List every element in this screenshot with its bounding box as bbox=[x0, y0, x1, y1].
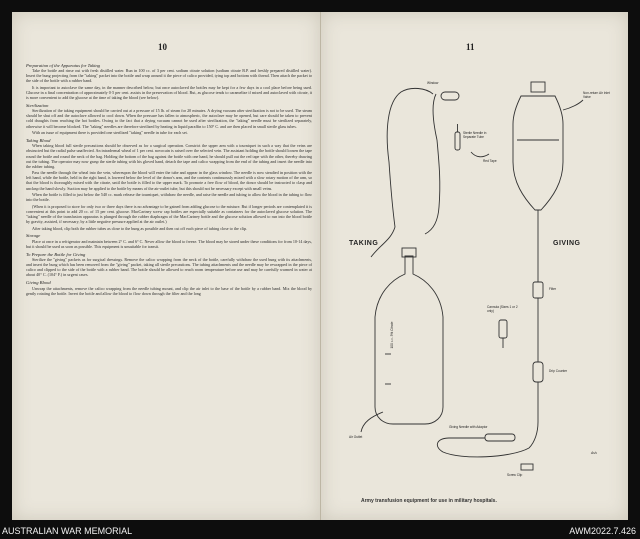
giving-bottle-cap bbox=[531, 82, 545, 92]
label-filter: Filter bbox=[549, 287, 557, 291]
taking-tube bbox=[387, 88, 433, 227]
label-taking: TAKING bbox=[349, 240, 379, 247]
paragraph: When the bottle is filled to just below the 540 cc. mark release the tourniquet, withdraw the needle, and raise the needle and tubing to allow the blood in the tubing to flow into the bottle. bbox=[26, 192, 312, 203]
label-citrate: 100 c.c. 3% Citrate bbox=[390, 321, 394, 349]
section-heading: Giving Blood bbox=[26, 280, 51, 286]
drip-counter-icon bbox=[533, 362, 543, 382]
left-page bbox=[12, 12, 321, 520]
transfusion-diagram bbox=[321, 12, 628, 520]
label-window: Window bbox=[427, 81, 439, 85]
footer-left: AUSTRALIAN WAR MEMORIAL bbox=[2, 526, 133, 536]
section-heading: Sterilization bbox=[26, 102, 49, 108]
label-cannula: Cannula (Sizes 1 or 2 only) bbox=[487, 305, 518, 313]
right-page bbox=[321, 12, 628, 520]
paragraph: Pass the needle through the wheal into the vein, whereupon the blood will enter the tube and appear in the glass window. The needle is now steadied in position with the left hand, while the bottle, held in the right hand, is lowered below the level of the donor's arm, and the contents continuously mixed with a slow rotary motion of the arm, so that the blood is thoroughly mixed with the citrate, until the bottle is filled to the upper mark. To promote a free flow of blood, the donor should be instructed to clasp and unclasp the hand slowly. Suction may be applied to the bottle by means of the air-outlet tube, but this should not be necessary except with small veins. bbox=[26, 170, 312, 191]
cannula-icon bbox=[499, 320, 507, 338]
label-air-inlet-valve: Non-return Air Inlet Valve bbox=[583, 91, 610, 99]
label-giving-needle: Giving Needle with Adaptor bbox=[449, 425, 488, 429]
window-icon bbox=[441, 92, 459, 100]
paragraph: After taking blood, clip both the rubber tubes as close to the bung as possible and then cut off each piece of tubing close to the clip. bbox=[32, 225, 248, 231]
label-giving: GIVING bbox=[553, 240, 581, 247]
label-drip-counter: Drip Counter bbox=[549, 369, 568, 373]
label-air-outlet: Air Outlet bbox=[349, 435, 363, 439]
section-heading: Storage bbox=[26, 233, 41, 239]
screw-clip-icon bbox=[521, 464, 533, 470]
paragraph: (When it is proposed to store for only two or three days there is no advantage to be gained from adding glucose to the mixture. But if longer periods are contemplated it is convenient at this point to add 20 cc. of 15 per cent. glucose. MacCartney screw cap bottles are especially suitable as containers for the autoclaved glucose solution. The "taking" needle of the transfusion apparatus is plunged through the rubber diaphragm of the MacCartney bottle and the glucose solution allowed to run into the blood bottle by gravity, assisted, if necessary, by a little negative pressure applied at the air outlet.) bbox=[26, 203, 312, 225]
footer-right: AWM2022.7.426 bbox=[569, 526, 636, 536]
section-heading: Preparation of the Apparatus for Taking bbox=[26, 62, 100, 68]
label-sterile-needle: Sterile Needle in Separate Tube bbox=[463, 131, 487, 139]
sterile-needle-icon bbox=[455, 132, 460, 150]
page-number-right: 11 bbox=[466, 42, 475, 52]
giving-needle-tube bbox=[437, 438, 529, 457]
label-red-tape: Red Tape bbox=[483, 159, 497, 163]
figure-caption: Army transfusion equipment for use in military hospitals. bbox=[361, 498, 497, 504]
label-author: Ash. bbox=[591, 451, 598, 455]
paragraph: Take the bottle and rinse out with fresh distilled water. Run in 100 cc. of 3 per cent. sodium citrate solution (sodium citrate B.P. and freshly prepared distilled water). Insert the bung projecting from the "taking" packet into the bottle and wrap around it the piece of calico provided, tying top and bottom with thread. Then attach the packet to the side of the bottle with a rubber band. bbox=[26, 68, 312, 84]
section-heading: Taking Blood bbox=[26, 137, 51, 143]
paragraph: It is important to autoclave the same day, in the manner described below, but once autoclaved the bottles may be kept for a few days in a cool place before being used. Glucose in a final concentration of approximately 0·5 per cent. assists in the preservation of blood. But, as glucose tends to caramelize if mixed and autoclaved with citrate, it is more convenient to add the glucose at the time of taking the blood (see below). bbox=[26, 84, 312, 101]
paragraph: When taking blood full sterile precautions should be observed as for a surgical operation. Constrict the upper arm with a tourniquet in such a way that the veins are obstructed but the radial pulse unaffected. An intradermal wheal of 1 per cent. novocain is raised over the selected vein. The assistant holding the bottle should loosen the tape round the bottle and round the neck of the bag. Holding the bottom of the bag against the bottle with one hand, he should pull out the red tape with the other, thereby drawing out the tubing. The operator may now grasp the sterile tubing with his gloved hand, detach the tape and calico wrapping from the end of the tubing and insert the needle into the rubber tubing. bbox=[26, 143, 312, 169]
paragraph: Sterilization of the taking equipment should be carried out at a pressure of 15 lb. of steam for 20 minutes. A drying vacuum after sterilization is not to be used. The steam should be shut off and the autoclave allowed to cool down. When the pressure has fallen to atmospheric, the autoclave may be opened, but care should be taken to prevent cold draughts from reaching the hot bottles. Owing to the fact that a drying vacuum cannot be used after sterilization, the "taking" needle must be sterilized separately, otherwise it will become blocked. The "taking" needles are therefore sterilized by heating in liquid paraffin to 150° C. and are then placed in small sterile glass tubes. bbox=[26, 108, 312, 129]
paragraph: With an issue of equipment there is provided one sterilized "taking" needle in tube for each set. bbox=[32, 130, 188, 136]
red-tape-icon bbox=[471, 152, 489, 157]
giving-bottle bbox=[513, 96, 563, 210]
taking-bottle bbox=[375, 256, 443, 424]
taking-tube-2 bbox=[433, 94, 437, 140]
section-heading: To Prepare the Bottle for Giving bbox=[26, 251, 86, 257]
paragraph: Unwrap the attachments, remove the calico wrapping from the needle tubing mount, and clip the air inlet to the base of the bottle by a rubber band. Mix the blood by gently rotating the bottle. Invert the bottle and allow the blood to flow down through the filter and the long bbox=[26, 285, 312, 296]
page-number-left: 10 bbox=[158, 42, 167, 52]
air-inlet-valve bbox=[563, 100, 583, 110]
label-screw-clip: Screw Clip bbox=[507, 473, 523, 477]
paragraph: Place at once in a refrigerator and maintain between 2° C. and 6° C. Never allow the blood to freeze. The blood may be stored under these conditions for from 10-14 days, but it should be used as soon as possible. This equipment is unsuitable for transit. bbox=[26, 238, 312, 249]
left-page-text bbox=[26, 60, 312, 297]
filter-icon bbox=[533, 282, 543, 298]
air-outlet-tube bbox=[361, 412, 383, 432]
paragraph: Sterilize the "giving" packets as for surgical dressings. Remove the calico wrapping from the neck of the bottle, carefully withdraw the used bung with its attachments, and insert the bung which has been removed from the "giving" packet, taking all sterile precautions. The tubing attachments and the needle may be rewrapped in the piece of calico and clipped to the side of the bottle with a rubber band. The bottle should be allowed to reach room temperature before use and may be carefully warmed in water at about 40° C. (104° F.) in urgent cases. bbox=[26, 257, 312, 278]
